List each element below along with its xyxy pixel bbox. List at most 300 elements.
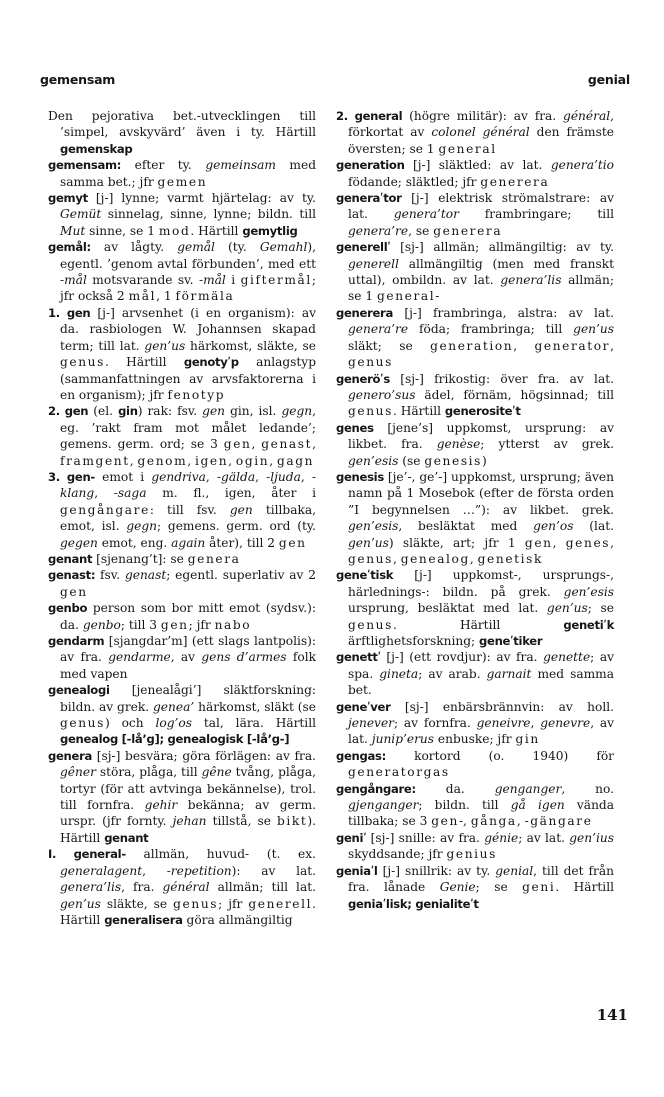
entry-cross-reference: general bbox=[438, 141, 497, 156]
entry-cross-reference: genus bbox=[60, 355, 105, 370]
dictionary-entry bbox=[336, 649, 614, 698]
entry-text: , 1 bbox=[156, 289, 176, 304]
entry-text: , bbox=[469, 551, 478, 566]
entry-text: göra allmängiltig bbox=[182, 912, 293, 927]
entry-text: ; av arab. bbox=[418, 666, 487, 681]
entry-cross-reference: gen bbox=[431, 814, 459, 829]
entry-text: , besläktat med bbox=[398, 519, 534, 534]
entry-text: . Härtill bbox=[392, 617, 564, 632]
entry-text: [je’-, ge’-] uppkomst, ursprung; även namn på 1 Mosebok (efter de första orden ”I begynnelsen …”): av likbet. grek. bbox=[348, 469, 614, 517]
entry-text: , bbox=[516, 814, 525, 829]
entry-italic-form: generalagent bbox=[60, 863, 143, 878]
entry-text: , bbox=[205, 469, 217, 484]
entry-text: ): av lat. bbox=[231, 863, 317, 878]
entry-headword: 2. gen bbox=[48, 404, 89, 419]
entry-cross-reference: generera bbox=[480, 174, 550, 189]
entry-cross-reference: nabo bbox=[214, 617, 252, 632]
entry-text: gin, isl. bbox=[225, 404, 282, 419]
entry-headword: genealogi bbox=[48, 683, 110, 698]
entry-cross-reference: geni bbox=[522, 880, 556, 895]
entry-text: åter), till 2 bbox=[205, 535, 279, 550]
entry-italic-form: jehan bbox=[172, 814, 207, 829]
entry-text: ) rak: fsv. bbox=[137, 404, 203, 419]
entry-text: föda; frambringa; till bbox=[408, 322, 574, 337]
entry-cross-reference: genetisk bbox=[477, 551, 543, 566]
entry-cross-reference: genus bbox=[348, 404, 393, 419]
entry-text: , till det från fra. lånade bbox=[348, 863, 614, 895]
entry-cross-reference: framgent bbox=[60, 453, 130, 468]
entry-text: , bbox=[312, 437, 317, 452]
entry-italic-form: génie bbox=[484, 830, 519, 845]
entry-text: ; av spa. bbox=[348, 650, 614, 681]
page-number: 141 bbox=[596, 1006, 628, 1024]
entry-text: , bbox=[552, 535, 566, 550]
dictionary-entry bbox=[336, 420, 614, 469]
entry-text: [sj-] besvära; göra förlägen: av fra. bbox=[92, 748, 316, 763]
entry-cross-reference: genus bbox=[60, 716, 105, 731]
entry-italic-form: jenever bbox=[348, 716, 394, 731]
entry-cross-reference: fenotyp bbox=[167, 387, 226, 402]
entry-headword: genes bbox=[336, 420, 374, 435]
entry-italic-form: gêne bbox=[201, 765, 232, 780]
entry-italic-form: genette bbox=[543, 650, 591, 665]
entry-headword: genetiʹk bbox=[563, 617, 614, 632]
entry-text: emot i bbox=[94, 469, 152, 484]
entry-text: , bbox=[129, 453, 138, 468]
entry-headword: genant bbox=[48, 551, 93, 566]
entry-text: sinnelag, sinne, lynne; bildn. till bbox=[101, 207, 316, 222]
entry-text: härkomst, släkte, se bbox=[185, 338, 316, 353]
entry-text: ). Härtill bbox=[60, 814, 316, 845]
entry-cross-reference: genus bbox=[348, 617, 393, 632]
entry-cross-reference: gagn bbox=[276, 453, 315, 468]
entry-italic-form: gå igen bbox=[510, 798, 565, 813]
dictionary-entry bbox=[336, 108, 614, 157]
entry-headword: 3. gen- bbox=[48, 469, 95, 484]
entry-italic-form: genera’tor bbox=[393, 207, 459, 222]
dictionary-entry bbox=[48, 157, 316, 190]
entry-text: ), egentl. ’genom avtal förbunden’, med ett bbox=[60, 240, 316, 271]
entry-text: sinne, se 1 bbox=[85, 223, 159, 238]
entry-text: ädel, förnäm, högsinnad; till bbox=[415, 387, 614, 402]
entry-text: emot, eng. bbox=[97, 535, 172, 550]
dictionary-entry bbox=[336, 190, 614, 239]
entry-text: i bbox=[225, 273, 241, 288]
entry-text: , bbox=[269, 453, 277, 468]
entry-headword: genast: bbox=[48, 568, 96, 583]
entry-italic-form: log’os bbox=[155, 716, 192, 731]
entry-italic-form: gehir bbox=[144, 798, 178, 813]
entry-headword: geneʹtisk bbox=[336, 568, 394, 583]
entry-headword: genesis bbox=[336, 469, 384, 484]
entry-text: släkte, se bbox=[100, 896, 174, 911]
entry-cross-reference: -gängare bbox=[524, 814, 593, 829]
entry-text: motsvarande sv. bbox=[86, 273, 199, 288]
entry-text: [sj-] frikostig: över fra. av lat. bbox=[389, 371, 614, 386]
entry-cross-reference: ogin bbox=[235, 453, 270, 468]
entry-headword: generation bbox=[336, 158, 405, 173]
entry-cross-reference: genus bbox=[348, 355, 393, 370]
entry-text: [j-] (ett rovdjur): av fra. bbox=[380, 650, 544, 665]
entry-text: vända tillbaka; se 3 bbox=[348, 798, 614, 829]
dictionary-entry bbox=[48, 567, 316, 600]
dictionary-entry bbox=[48, 748, 316, 846]
entry-italic-form: genera’re bbox=[348, 322, 409, 337]
entry-text: ) släkte, art; jfr 1 bbox=[388, 535, 525, 550]
entry-text: efter ty. bbox=[121, 158, 206, 173]
entry-text: ; av fornfra. bbox=[393, 716, 477, 731]
entry-cross-reference: gengångare bbox=[60, 502, 150, 517]
entry-text: , bbox=[530, 716, 541, 731]
entry-cross-reference: gen bbox=[278, 535, 307, 550]
dictionary-entry bbox=[336, 567, 614, 649]
entry-cross-reference: gånga bbox=[470, 814, 517, 829]
entry-text: [sj-] snille: av fra. bbox=[366, 830, 485, 845]
dictionary-entry bbox=[336, 830, 614, 863]
entry-text: [j-] släktled: av lat. bbox=[404, 158, 551, 173]
entry-headword: generera bbox=[336, 305, 394, 320]
entry-text: ; se bbox=[587, 601, 614, 616]
entry-text: , eg. ’rakt fram mot målet ledande’; gemens. germ. ord; se 3 bbox=[60, 404, 316, 452]
entry-headword: gengångare: bbox=[336, 781, 416, 796]
entry-headword: geniaʹl bbox=[336, 863, 378, 878]
entry-text: ) och bbox=[104, 716, 156, 731]
entry-text: , bbox=[94, 486, 114, 501]
dictionary-entry bbox=[336, 305, 614, 371]
entry-cross-reference: genus bbox=[348, 551, 393, 566]
entry-text: ; egentl. superlativ av 2 bbox=[166, 568, 317, 583]
entry-italic-form: -repetition bbox=[166, 863, 232, 878]
entry-text: person som bor mitt emot (sydsv.): da. bbox=[60, 601, 316, 632]
entry-cross-reference: generation bbox=[430, 338, 514, 353]
entry-italic-form: gen’os bbox=[533, 519, 574, 534]
entry-text: folk med vapen bbox=[60, 650, 316, 681]
entry-text: (se bbox=[398, 453, 425, 468]
entry-italic-form: genera’re bbox=[348, 223, 409, 238]
entry-italic-form: gens d’armes bbox=[201, 650, 287, 665]
entry-cross-reference: general- bbox=[376, 289, 441, 304]
entry-italic-form: gen’esis bbox=[348, 519, 399, 534]
entry-text: , av lat. bbox=[348, 716, 614, 747]
entry-italic-form: gemål bbox=[177, 240, 215, 255]
entry-italic-form: gen bbox=[202, 404, 226, 419]
dictionary-entry bbox=[48, 846, 316, 928]
entry-text: tvång, plåga, tortyr (för att avtvinga bekännelse), trol. till fornfra. bbox=[60, 765, 316, 813]
entry-cross-reference: gen bbox=[160, 617, 189, 632]
entry-headword: gendarm bbox=[48, 634, 105, 648]
entry-italic-form: genial bbox=[495, 863, 534, 878]
entry-italic-form: generell bbox=[348, 256, 399, 271]
dictionary-entry bbox=[48, 600, 316, 633]
entry-text: kortord (o. 1940) för bbox=[385, 748, 614, 763]
entry-italic-form: gen’us bbox=[546, 601, 588, 616]
entry-text: [sj-] allmän; allmängiltig: av ty. bbox=[390, 240, 614, 255]
entry-cross-reference: mål bbox=[128, 289, 157, 304]
entry-text: ; bildn. till bbox=[418, 798, 511, 813]
entry-text: ; se bbox=[475, 880, 523, 895]
entry-text: , no. bbox=[561, 781, 614, 796]
entry-text: ; jfr bbox=[188, 617, 215, 632]
entry-text: [sjenang’t]: se bbox=[92, 551, 188, 566]
entry-headword: genbo bbox=[48, 601, 88, 616]
entry-italic-form: -ljuda bbox=[266, 469, 301, 484]
entry-text: allmän, huvud- (t. ex. bbox=[125, 847, 316, 862]
entry-cross-reference: gin bbox=[515, 732, 540, 747]
dictionary-entry bbox=[48, 633, 316, 682]
entry-headword: generöʹs bbox=[336, 371, 390, 386]
entry-text: . Härtill bbox=[392, 404, 445, 419]
entry-text: . Härtill bbox=[190, 223, 243, 238]
entry-cross-reference: generator bbox=[534, 338, 611, 353]
entry-italic-form: Genie bbox=[439, 880, 476, 895]
entry-headword: geniaʹlisk; genialiteʹt bbox=[348, 896, 479, 911]
entry-text: tillbaka, emot, isl. bbox=[60, 502, 316, 534]
entry-cross-reference: gen bbox=[223, 437, 252, 452]
dictionary-entry bbox=[336, 371, 614, 420]
entry-headword: gemål: bbox=[48, 240, 91, 255]
entry-italic-form: -gälda bbox=[216, 469, 256, 484]
entry-headword: genotyʹp bbox=[183, 355, 239, 370]
entry-text: ; jfr också 2 bbox=[60, 273, 317, 304]
entry-headword: gemyt bbox=[48, 191, 88, 206]
entry-text: [j-] frambringa, alstra: av lat. bbox=[393, 305, 614, 320]
entry-italic-form: général bbox=[162, 880, 210, 895]
entry-text: skyddsande; jfr bbox=[348, 847, 447, 862]
dictionary-entry bbox=[336, 157, 614, 190]
entry-cross-reference: genes bbox=[565, 535, 611, 550]
entry-headword: gengas: bbox=[336, 748, 386, 763]
entry-italic-form: gineta bbox=[379, 666, 419, 681]
entry-text: (lat. bbox=[573, 519, 614, 534]
entry-text: ; av lat. bbox=[518, 830, 570, 845]
entry-text: bekänna; av germ. urspr. (jfr fornty. bbox=[60, 798, 316, 829]
entry-text: av lågty. bbox=[90, 240, 178, 255]
entry-headword: I. general- bbox=[48, 847, 126, 862]
entry-cross-reference: generera bbox=[433, 223, 503, 238]
dictionary-entry bbox=[48, 469, 316, 551]
entry-italic-form: junip’erus bbox=[371, 732, 435, 747]
entry-text: . Härtill bbox=[104, 355, 184, 370]
entry-headword: geneʹtiker bbox=[479, 634, 543, 648]
entry-italic-form: genast bbox=[124, 568, 167, 583]
entry-text: , fra. bbox=[121, 880, 163, 895]
entry-italic-form: garnait bbox=[486, 666, 532, 681]
entry-text: da. bbox=[415, 781, 495, 796]
dictionary-entry bbox=[336, 781, 614, 830]
entry-text: ; till 3 bbox=[120, 617, 161, 632]
entry-italic-form: gegn bbox=[281, 404, 313, 419]
entry-italic-form: gendriva bbox=[151, 469, 206, 484]
entry-cross-reference: bikt bbox=[276, 814, 308, 829]
entry-cross-reference: förmäla bbox=[175, 289, 235, 304]
entry-italic-form: genera’lis bbox=[60, 880, 122, 895]
entry-text: släkt; se bbox=[348, 338, 431, 353]
entry-italic-form: colonel général bbox=[431, 125, 530, 140]
entry-text: härkomst, släkt (se bbox=[194, 699, 317, 714]
entry-text: fsv. bbox=[95, 568, 125, 583]
entry-italic-form: genera’lis bbox=[500, 273, 562, 288]
entry-text: enbuske; jfr bbox=[434, 732, 516, 747]
entry-text: anlagstyp (sammanfattningen av arvsfaktorerna i en organism); jfr bbox=[60, 355, 316, 402]
dictionary-entry bbox=[48, 190, 316, 239]
entry-italic-form: -mål bbox=[60, 273, 87, 288]
entry-text: , förkortat av bbox=[348, 109, 614, 140]
entry-cross-reference: gen bbox=[60, 584, 88, 599]
entry-text: den främste översten; se 1 bbox=[348, 125, 614, 156]
entry-text: allmän; till lat. bbox=[209, 880, 316, 895]
entry-headword: 2. general bbox=[336, 109, 403, 123]
entry-text: [j-] uppkomst-, ursprungs-, härlednings-: bildn. på grek. bbox=[348, 568, 614, 599]
entry-italic-form: gen’us bbox=[144, 338, 186, 353]
entry-cross-reference: giftermål bbox=[240, 273, 312, 288]
entry-headword: generaʹtor bbox=[336, 191, 402, 206]
entry-text: allmängiltig (men med franskt uttal), ombildn. av lat. bbox=[348, 256, 614, 288]
entry-text: , se bbox=[408, 223, 434, 238]
entry-cross-reference: genesis bbox=[424, 453, 483, 468]
entry-headword: genettʹ bbox=[336, 650, 381, 665]
column-left bbox=[48, 108, 316, 928]
entry-italic-form: gen’esis bbox=[563, 584, 614, 599]
entry-headword: genant bbox=[104, 830, 149, 845]
entry-italic-form: gêner bbox=[60, 765, 96, 780]
entry-headword: genealog [-lå’g]; genealogisk [-lå’g-] bbox=[60, 732, 290, 747]
entry-italic-form: gen’us bbox=[573, 322, 614, 337]
entry-text: [sj-] enbärsbrännvin: av holl. bbox=[390, 699, 614, 714]
entry-text: [jenealågi’] släktforskning: bildn. av grek. bbox=[60, 683, 316, 714]
entry-italic-form: Gemahl bbox=[259, 240, 308, 255]
entry-headword: generalisera bbox=[104, 912, 183, 927]
entry-headword: genera bbox=[48, 748, 93, 763]
entry-italic-form: genero’sus bbox=[348, 387, 416, 402]
entry-italic-form: genera’tio bbox=[550, 158, 614, 173]
entry-cross-reference: gemen bbox=[157, 174, 208, 189]
entry-text: , bbox=[251, 437, 262, 452]
entry-italic-form: again bbox=[171, 535, 206, 550]
entry-italic-form: gen’us bbox=[60, 896, 101, 911]
entry-italic-form: gjenganger bbox=[348, 798, 419, 813]
entry-italic-form: genevre bbox=[540, 716, 591, 731]
entry-italic-form: -saga bbox=[113, 486, 147, 501]
entry-text: , bbox=[300, 469, 312, 484]
entry-text: [j-] elektrisk strömalstrare: av lat. bbox=[348, 191, 614, 222]
entry-italic-form: gen bbox=[229, 502, 253, 517]
entry-italic-form: -klang bbox=[60, 469, 317, 501]
entry-text: allmän; se 1 bbox=[348, 273, 614, 304]
entry-italic-form: gendarme bbox=[108, 650, 171, 665]
entry-cross-reference: gen bbox=[524, 535, 553, 550]
dictionary-entry bbox=[336, 748, 614, 781]
entry-italic-form: gen’ius bbox=[569, 830, 614, 845]
entry-text: : till fsv. bbox=[149, 502, 230, 517]
entry-headword: gin bbox=[118, 404, 138, 419]
entry-italic-form: gen’us bbox=[348, 535, 389, 550]
entry-cross-reference: genealog bbox=[400, 551, 470, 566]
entry-text: m. fl., igen, åter i bbox=[146, 486, 317, 501]
entry-headword: gemenskap bbox=[60, 141, 133, 156]
entry-cross-reference: genus bbox=[173, 896, 219, 911]
entry-cross-reference: generatorgas bbox=[348, 765, 450, 780]
entry-cross-reference: mod bbox=[158, 223, 191, 238]
entry-italic-form: gemeinsam bbox=[205, 158, 276, 173]
entry-cross-reference: igen bbox=[195, 453, 229, 468]
entry-text: tillstå, se bbox=[206, 814, 277, 829]
entry-cross-reference: genast bbox=[261, 437, 313, 452]
entry-italic-form: genbo bbox=[82, 617, 121, 632]
dictionary-entry bbox=[48, 108, 316, 157]
entry-headword: 1. gen bbox=[48, 305, 91, 320]
entry-text: , bbox=[187, 453, 195, 468]
entry-text: [j-] snillrik: av ty. bbox=[377, 863, 496, 878]
entry-text: ; jfr bbox=[218, 896, 249, 911]
dictionary-entry bbox=[336, 469, 614, 567]
entry-italic-form: général bbox=[563, 109, 611, 123]
entry-cross-reference: genera bbox=[187, 551, 241, 566]
entry-text: Den pejorativa bet.-utvecklingen till ’simpel, avskyvärd’ även i ty. Härtill bbox=[48, 109, 316, 140]
entry-headword: gemytlig bbox=[242, 223, 298, 238]
entry-text: tal, lära. Härtill bbox=[192, 716, 316, 731]
entry-text: . Härtill bbox=[555, 880, 614, 895]
entry-text: , av bbox=[170, 650, 202, 665]
entry-text: , bbox=[392, 551, 401, 566]
entry-text: -, bbox=[458, 814, 471, 829]
guideword-left: gemensam bbox=[40, 72, 116, 87]
entry-cross-reference: genius bbox=[446, 847, 497, 862]
entry-text: , bbox=[228, 453, 236, 468]
entry-text: störa, plåga, till bbox=[95, 765, 202, 780]
dictionary-entry bbox=[48, 682, 316, 748]
entry-headword: geniʹ bbox=[336, 830, 367, 845]
entry-cross-reference: generell bbox=[248, 896, 313, 911]
entry-headword: generellʹ bbox=[336, 240, 391, 255]
guideword-right: genial bbox=[587, 72, 630, 87]
entry-text: (el. bbox=[88, 404, 119, 419]
entry-text: (ty. bbox=[214, 240, 260, 255]
entry-italic-form: genea’ bbox=[153, 699, 195, 714]
entry-headword: gemensam: bbox=[48, 158, 122, 173]
entry-italic-form: geneivre bbox=[476, 716, 531, 731]
entry-text: [sjangdar’m] (ett slags lantpolis): av fra. bbox=[60, 634, 316, 665]
entry-text: ) bbox=[482, 453, 487, 468]
entry-text: . Härtill bbox=[60, 896, 316, 927]
dictionary-entry bbox=[336, 699, 614, 748]
entry-cross-reference: genom bbox=[137, 453, 188, 468]
entry-italic-form: gegen bbox=[60, 535, 98, 550]
entry-italic-form: genganger bbox=[494, 781, 562, 796]
entry-text: frambringare; till bbox=[458, 207, 614, 222]
entry-text: ursprung, besläktat med lat. bbox=[348, 601, 547, 616]
entry-italic-form: -mål bbox=[198, 273, 226, 288]
entry-headword: generositeʹt bbox=[444, 404, 521, 419]
entry-italic-form: genèse bbox=[436, 437, 481, 452]
entry-italic-form: Gemüt bbox=[60, 207, 102, 222]
entry-text: , bbox=[610, 535, 614, 550]
dictionary-entry bbox=[336, 863, 614, 912]
entry-text: födande; släktled; jfr bbox=[348, 174, 481, 189]
entry-text: [jene’s] uppkomst, ursprung: av likbet. fra. bbox=[348, 420, 614, 452]
entry-text: , bbox=[513, 338, 535, 353]
dictionary-entry bbox=[48, 305, 316, 403]
entry-text: ; ytterst av grek. bbox=[480, 437, 614, 452]
dictionary-entry bbox=[48, 551, 316, 567]
dictionary-entry bbox=[48, 403, 316, 469]
dictionary-entry bbox=[336, 239, 614, 305]
entry-italic-form: gen’esis bbox=[348, 453, 399, 468]
dictionary-entry bbox=[48, 239, 316, 305]
entry-text: ; gemens. germ. ord (ty. bbox=[157, 519, 316, 534]
entry-text: [j-] lynne; varmt hjärtelag: av ty. bbox=[87, 191, 316, 206]
entry-text: , bbox=[255, 469, 267, 484]
entry-italic-form: gegn bbox=[126, 519, 158, 534]
